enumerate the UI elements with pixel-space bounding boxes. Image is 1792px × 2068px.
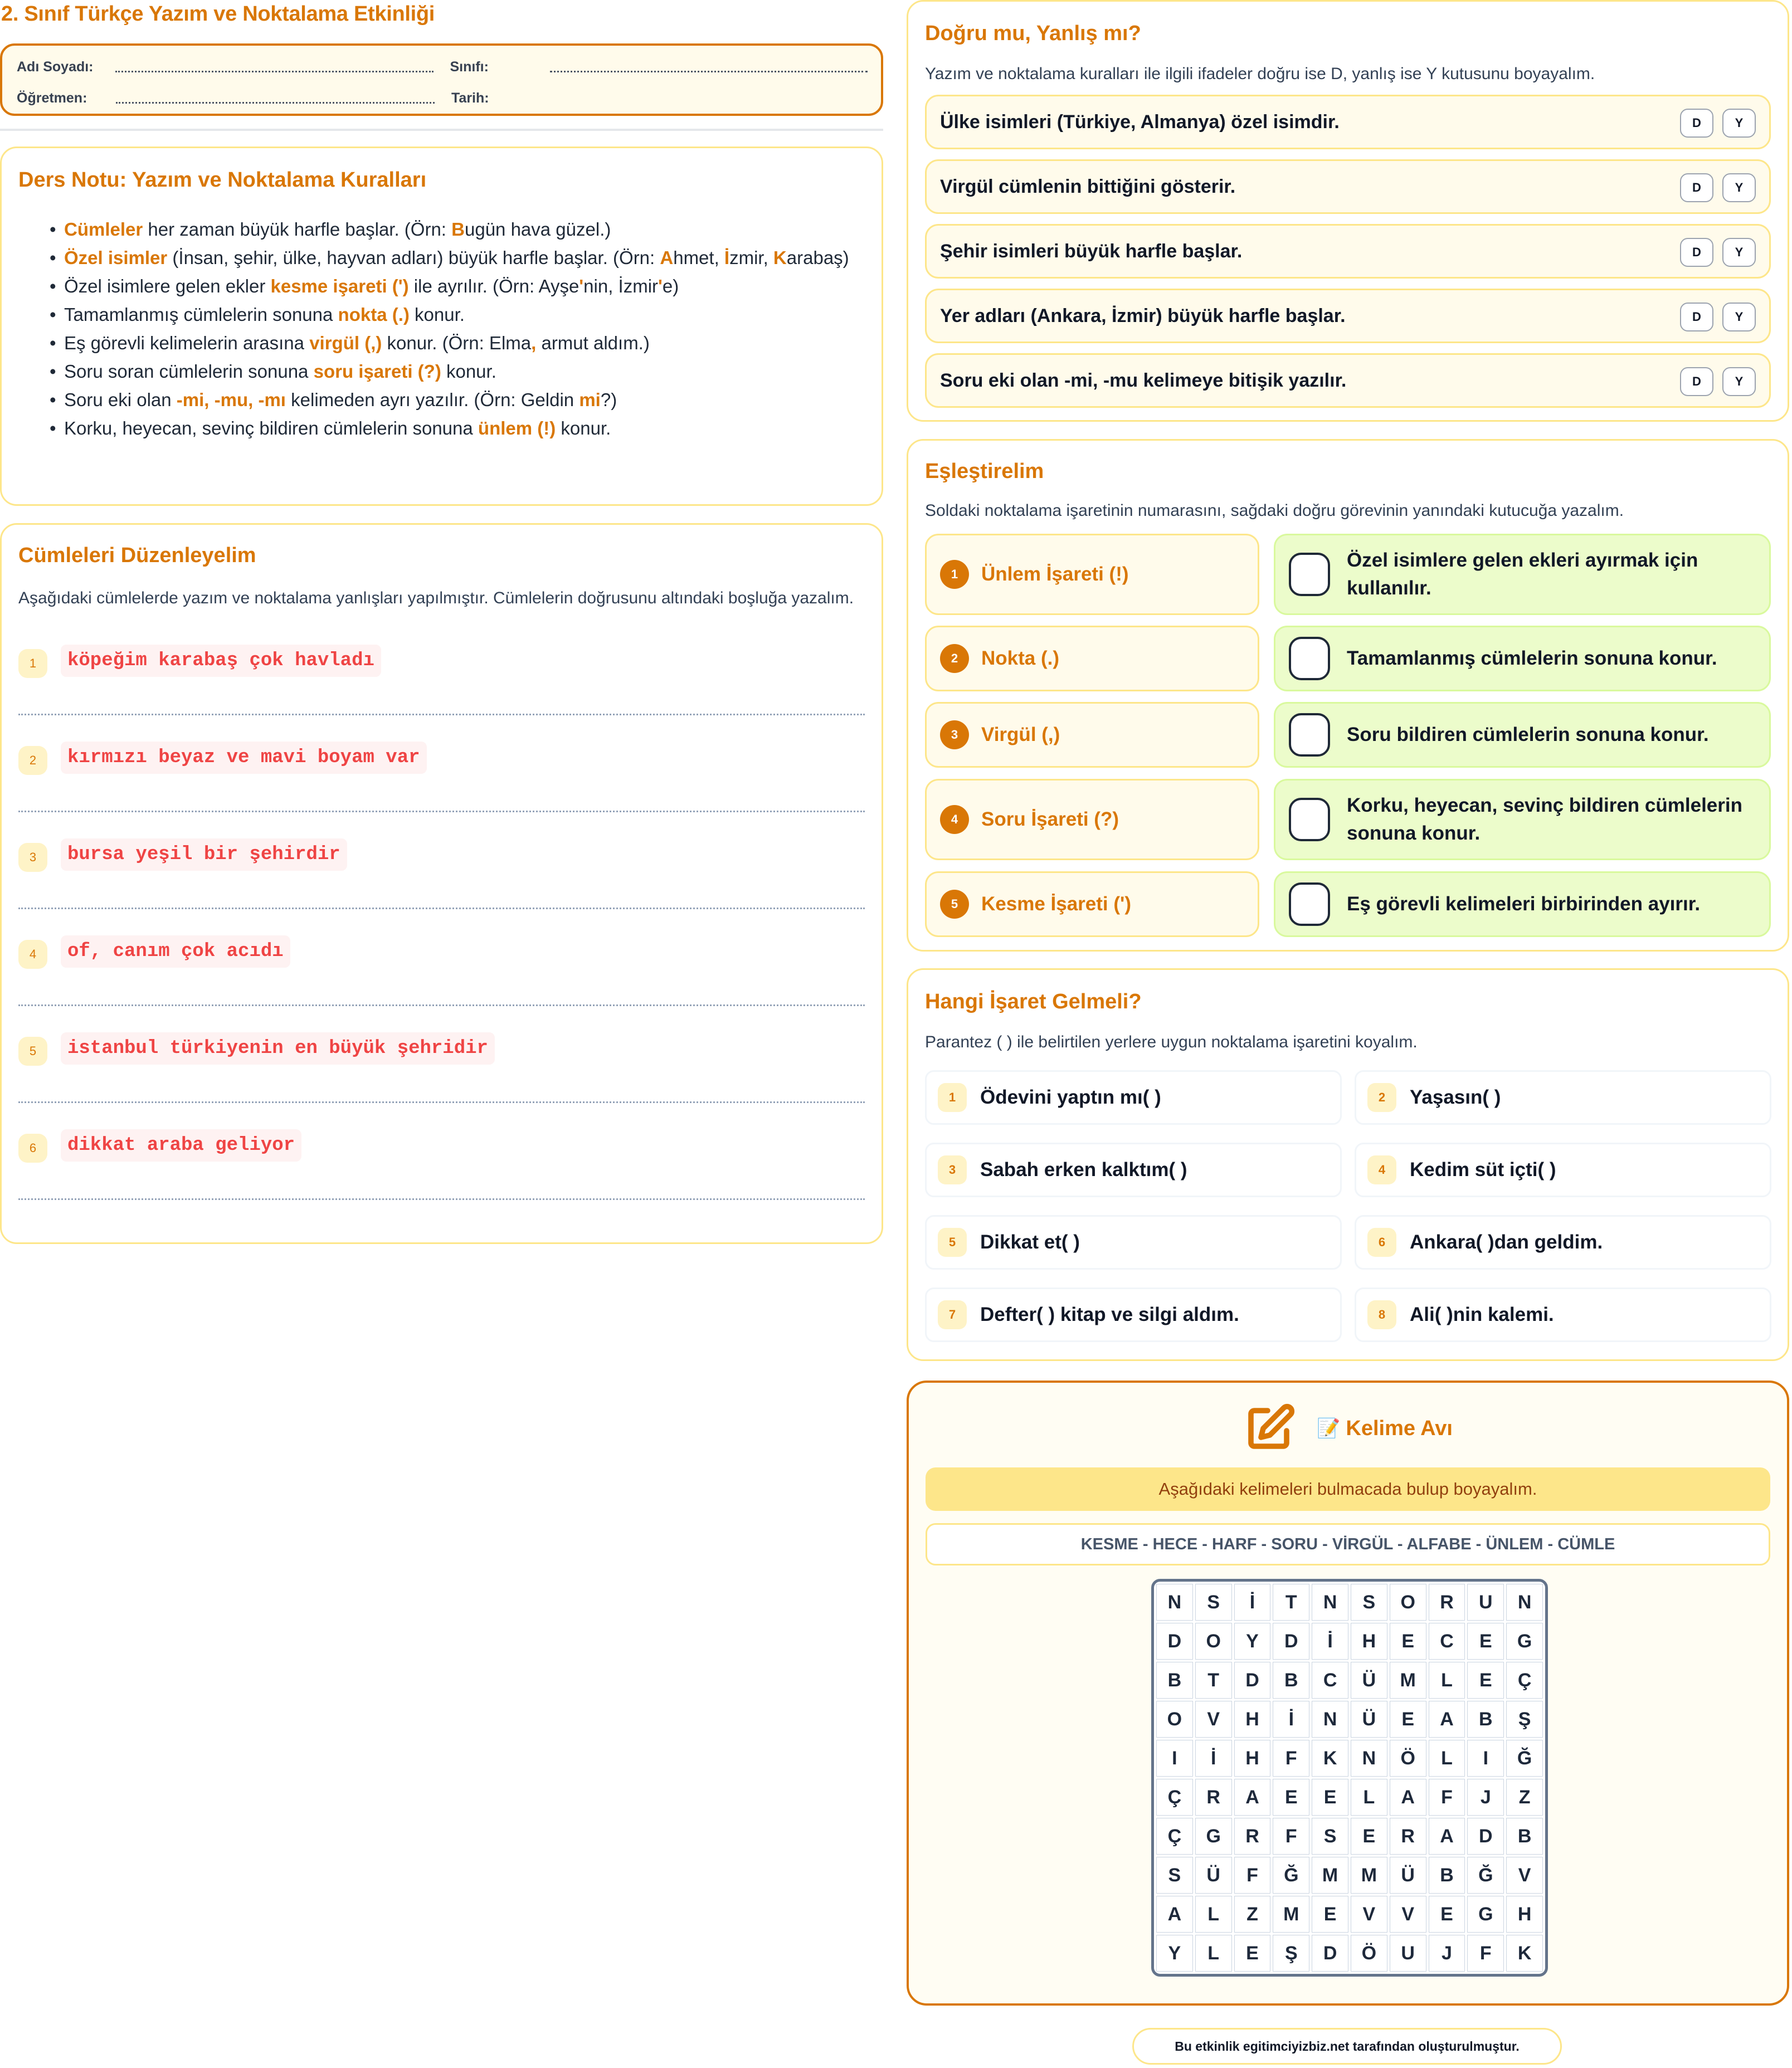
name-label: Adı Soyadı: [17, 58, 94, 75]
mark-label: Ünlem İşareti (!) [981, 563, 1129, 585]
answer-line[interactable] [18, 1101, 865, 1103]
memo-icon: 📝 [1317, 1418, 1341, 1439]
sentence-item [18, 645, 865, 711]
mark-label: Kesme İşareti (') [981, 893, 1131, 915]
true-false-item [925, 159, 1771, 214]
grid-cell[interactable]: M [1390, 1662, 1426, 1699]
rule-item [47, 215, 859, 243]
grid-cell[interactable]: Ü [1351, 1701, 1387, 1738]
answer-box[interactable] [1289, 882, 1330, 926]
true-false-item [925, 95, 1771, 149]
statement-text: Şehir isimleri büyük harfle başlar. [940, 240, 1243, 262]
fix-sentences-title: Cümleleri Düzenleyelim [18, 544, 256, 567]
grid-cell[interactable]: E [1312, 1896, 1348, 1933]
rule-highlight: Özel isimler [64, 247, 168, 268]
rule-highlight: ' [658, 276, 663, 296]
true-button[interactable]: D [1680, 109, 1713, 138]
item-text: Defter( ) kitap ve silgi aldım. [980, 1304, 1239, 1325]
fix-sentences-desc: Aşağıdaki cümlelerde yazım ve noktalama yanlışları yapılmıştır. Cümlelerin doğrusunu altındaki boşluğa yazalım. [18, 589, 854, 607]
rule-text: Soru soran cümlelerin sonuna [64, 361, 314, 382]
grid-cell[interactable]: B [1467, 1701, 1504, 1738]
grid-cell[interactable]: A [1390, 1779, 1426, 1816]
false-button[interactable]: Y [1722, 109, 1756, 138]
answer-line[interactable] [18, 1004, 865, 1006]
mark-function-item [1274, 871, 1771, 937]
grid-cell[interactable]: Y [1234, 1623, 1271, 1660]
rule-item [47, 329, 859, 357]
grid-cell[interactable]: E [1429, 1896, 1465, 1933]
rule-highlight: ' [579, 276, 584, 296]
rule-text: Özel isimlere gelen ekler [64, 276, 271, 296]
wrong-sentence: kırmızı beyaz ve mavi boyam var [61, 742, 427, 774]
grid-cell[interactable]: G [1195, 1818, 1232, 1855]
item-text: Dikkat et( ) [980, 1231, 1080, 1253]
item-number: 2 [1367, 1083, 1396, 1112]
grid-cell[interactable]: N [1312, 1701, 1348, 1738]
word-hunt-instruction: Aşağıdaki kelimeleri bulmacada bulup boyayalım. [926, 1467, 1770, 1511]
grid-cell[interactable]: E [1273, 1779, 1309, 1816]
item-number: 7 [938, 1300, 967, 1329]
answer-line[interactable] [18, 1198, 865, 1200]
word-hunt-word-list: KESME - HECE - HARF - SORU - VİRGÜL - ALFABE - ÜNLEM - CÜMLE [926, 1523, 1770, 1565]
grid-cell[interactable]: V [1195, 1701, 1232, 1738]
punctuation-mark-item [925, 534, 1259, 615]
sentence-number: 2 [18, 746, 47, 775]
wrong-sentence: bursa yeşil bir şehirdir [61, 838, 347, 871]
grid-cell[interactable]: J [1429, 1935, 1465, 1972]
grid-cell[interactable]: F [1467, 1935, 1504, 1972]
false-button[interactable]: Y [1722, 303, 1756, 331]
mark-number: 3 [940, 720, 969, 749]
true-false-buttons [1680, 109, 1756, 138]
mark-number: 1 [940, 560, 969, 589]
statement-text: Yer adları (Ankara, İzmir) büyük harfle başlar. [940, 305, 1346, 326]
grid-cell[interactable]: H [1506, 1896, 1543, 1933]
rule-highlight: K [773, 247, 787, 268]
grid-cell[interactable]: M [1273, 1896, 1309, 1933]
statement-text: Soru eki olan -mi, -mu kelimeye bitişik yazılır. [940, 369, 1347, 391]
item-text: Ödevini yaptın mı( ) [980, 1086, 1161, 1108]
rule-item [47, 414, 859, 442]
lesson-notes-card [0, 147, 883, 506]
word-hunt-card [907, 1381, 1789, 2006]
rule-highlight: nokta (.) [338, 304, 410, 325]
grid-cell[interactable]: M [1312, 1857, 1348, 1894]
grid-cell[interactable]: F [1273, 1740, 1309, 1777]
sentence-item [18, 838, 865, 905]
mark-label: Soru İşareti (?) [981, 808, 1119, 830]
grid-cell[interactable]: T [1195, 1662, 1232, 1699]
true-false-buttons [1680, 238, 1756, 267]
rule-text: ile ayrılır. (Örn: Ayşe [408, 276, 580, 296]
punctuation-mark-item [925, 626, 1259, 691]
grid-cell[interactable]: İ [1195, 1740, 1232, 1777]
grid-cell[interactable]: V [1390, 1896, 1426, 1933]
grid-cell[interactable]: D [1273, 1623, 1309, 1660]
grid-cell[interactable]: K [1312, 1740, 1348, 1777]
grid-cell[interactable]: R [1195, 1779, 1232, 1816]
wrong-sentence: dikkat araba geliyor [61, 1129, 301, 1162]
grid-cell[interactable]: İ [1234, 1584, 1271, 1621]
sentence-item [18, 1032, 865, 1099]
grid-cell[interactable]: L [1195, 1896, 1232, 1933]
mark-label: Virgül (,) [981, 724, 1060, 745]
rule-item [47, 272, 859, 300]
header-divider [0, 129, 883, 131]
which-mark-card [907, 968, 1789, 1361]
grid-cell[interactable]: E [1234, 1935, 1271, 1972]
answer-box[interactable] [1289, 798, 1330, 841]
true-false-buttons [1680, 173, 1756, 202]
sentence-number: 3 [18, 843, 47, 872]
mark-number: 5 [940, 890, 969, 919]
grid-cell[interactable]: Ö [1351, 1935, 1387, 1972]
date-label: Tarih: [451, 90, 489, 106]
rule-text: konur. (Örn: Elma [382, 333, 532, 353]
rule-highlight: soru işareti (?) [313, 361, 441, 382]
rule-text: Tamamlanmış cümlelerin sonuna [64, 304, 338, 325]
punctuation-item[interactable] [1355, 1215, 1771, 1270]
true-false-desc: Yazım ve noktalama kuralları ile ilgili ifadeler doğru ise D, yanlış ise Y kutusunu boyayalım. [925, 65, 1595, 83]
student-info-row-1 [17, 56, 868, 78]
grid-cell[interactable]: M [1351, 1857, 1387, 1894]
item-number: 5 [938, 1228, 967, 1257]
grid-cell[interactable]: G [1467, 1896, 1504, 1933]
mark-function-item [1274, 779, 1771, 860]
teacher-label: Öğretmen: [17, 90, 87, 106]
grid-cell[interactable]: D [1467, 1818, 1504, 1855]
rule-highlight: virgül (,) [309, 333, 382, 353]
sentence-number: 6 [18, 1134, 47, 1163]
grid-cell[interactable]: U [1390, 1935, 1426, 1972]
grid-cell[interactable]: L [1429, 1740, 1465, 1777]
grid-cell[interactable]: O [1156, 1701, 1193, 1738]
grid-cell[interactable]: İ [1312, 1623, 1348, 1660]
grid-cell[interactable]: F [1273, 1818, 1309, 1855]
item-text: Sabah erken kalktım( ) [980, 1159, 1187, 1181]
punctuation-item[interactable] [925, 1070, 1342, 1125]
rule-text: konur. [441, 361, 496, 382]
rule-highlight: mi [579, 389, 601, 410]
matching-card [907, 439, 1789, 952]
answer-line[interactable] [18, 714, 865, 715]
name-field[interactable] [115, 71, 433, 72]
grid-cell[interactable]: E [1467, 1662, 1504, 1699]
page-title: 2. Sınıf Türkçe Yazım ve Noktalama Etkinliği [1, 2, 435, 26]
grid-cell[interactable]: B [1506, 1818, 1543, 1855]
rule-highlight: -mi, -mu, -mı [176, 389, 286, 410]
grid-cell[interactable]: D [1234, 1662, 1271, 1699]
grid-cell[interactable]: C [1429, 1623, 1465, 1660]
wrong-sentence: of, canım çok acıdı [61, 935, 290, 968]
grid-cell[interactable]: Z [1506, 1779, 1543, 1816]
grid-cell[interactable]: R [1234, 1818, 1271, 1855]
grid-cell[interactable]: Ö [1390, 1740, 1426, 1777]
grid-cell[interactable]: E [1390, 1701, 1426, 1738]
item-number: 4 [1367, 1155, 1396, 1184]
rule-highlight: A [660, 247, 674, 268]
item-text: Ali( )nin kalemi. [1410, 1304, 1554, 1325]
grid-cell[interactable]: S [1195, 1584, 1232, 1621]
rule-text: kelimeden ayrı yazılır. (Örn: Geldin [285, 389, 580, 410]
class-label: Sınıfı: [450, 58, 489, 75]
rule-highlight: İ [724, 247, 730, 268]
false-button[interactable]: Y [1722, 173, 1756, 202]
punctuation-mark-item [925, 702, 1259, 768]
fix-sentences-card [0, 523, 883, 1244]
grid-cell[interactable]: I [1156, 1740, 1193, 1777]
punctuation-item[interactable] [1355, 1070, 1771, 1125]
sentence-number: 5 [18, 1037, 47, 1066]
answer-line[interactable] [18, 908, 865, 909]
grid-cell[interactable]: Ü [1195, 1857, 1232, 1894]
grid-cell[interactable]: T [1273, 1584, 1309, 1621]
which-mark-title: Hangi İşaret Gelmeli? [925, 990, 1142, 1013]
item-number: 8 [1367, 1300, 1396, 1329]
mark-function-item [1274, 702, 1771, 768]
grid-cell[interactable]: Ç [1156, 1779, 1193, 1816]
grid-cell[interactable]: Ğ [1506, 1740, 1543, 1777]
lesson-notes-title: Ders Notu: Yazım ve Noktalama Kuralları [18, 168, 427, 192]
matching-desc: Soldaki noktalama işaretinin numarasını, sağdaki doğru görevinin yanındaki kutucuğa yazalım. [925, 501, 1624, 520]
item-number: 6 [1367, 1228, 1396, 1257]
grid-cell[interactable]: Ü [1351, 1662, 1387, 1699]
true-false-item [925, 224, 1771, 279]
sentence-number: 1 [18, 649, 47, 678]
grid-cell[interactable]: A [1429, 1818, 1465, 1855]
rule-text: konur. [409, 304, 465, 325]
item-text: Ankara( )dan geldim. [1410, 1231, 1603, 1253]
statement-text: Ülke isimleri (Türkiye, Almanya) özel isimdir. [940, 111, 1340, 133]
function-text: Korku, heyecan, sevinç bildiren cümlelerin sonuna konur. [1347, 794, 1742, 844]
grid-cell[interactable]: B [1273, 1662, 1309, 1699]
wrong-sentence: köpeğim karabaş çok havladı [61, 645, 381, 677]
grid-cell[interactable]: S [1351, 1584, 1387, 1621]
grid-cell[interactable]: H [1234, 1701, 1271, 1738]
grid-cell[interactable]: F [1429, 1779, 1465, 1816]
punctuation-item[interactable] [925, 1143, 1342, 1197]
rules-list [47, 215, 859, 442]
grid-cell[interactable]: R [1429, 1584, 1465, 1621]
sentence-number: 4 [18, 940, 47, 969]
true-button[interactable]: D [1680, 367, 1713, 396]
punctuation-item[interactable] [925, 1215, 1342, 1270]
grid-cell[interactable]: S [1156, 1857, 1193, 1894]
grid-cell[interactable]: F [1234, 1857, 1271, 1894]
grid-cell[interactable]: Ğ [1273, 1857, 1309, 1894]
rule-text: ugün hava güzel.) [465, 219, 611, 240]
item-number: 3 [938, 1155, 967, 1184]
item-text: Yaşasın( ) [1410, 1086, 1501, 1108]
answer-box[interactable] [1289, 553, 1330, 596]
mark-number: 4 [940, 805, 969, 834]
rule-text: zmir, [729, 247, 773, 268]
mark-function-item [1274, 534, 1771, 615]
grid-cell[interactable]: D [1156, 1623, 1193, 1660]
rule-text: nin, İzmir [583, 276, 659, 296]
grid-cell[interactable]: U [1467, 1584, 1504, 1621]
grid-cell[interactable]: C [1312, 1662, 1348, 1699]
rule-highlight: ünlem (!) [478, 418, 556, 438]
grid-cell[interactable]: Z [1234, 1896, 1271, 1933]
grid-cell[interactable]: Ç [1506, 1662, 1543, 1699]
rule-text: konur. [556, 418, 611, 438]
matching-title: Eşleştirelim [925, 460, 1044, 483]
sentence-item [18, 935, 865, 1002]
true-false-item [925, 289, 1771, 343]
footer-credit: Bu etkinlik egitimciyizbiz.net tarafından oluşturulmuştur. [1132, 2028, 1562, 2065]
grid-cell[interactable]: L [1195, 1935, 1232, 1972]
rule-text: (İnsan, şehir, ülke, hayvan adları) büyük harfle başlar. (Örn: [167, 247, 660, 268]
answer-box[interactable] [1289, 713, 1330, 757]
grid-cell[interactable]: Ş [1506, 1701, 1543, 1738]
class-field[interactable] [550, 71, 868, 72]
grid-cell[interactable]: H [1234, 1740, 1271, 1777]
grid-cell[interactable]: Ğ [1467, 1857, 1504, 1894]
rule-item [47, 357, 859, 386]
grid-cell[interactable]: Ç [1156, 1818, 1193, 1855]
false-button[interactable]: Y [1722, 238, 1756, 267]
grid-cell[interactable]: N [1506, 1584, 1543, 1621]
grid-cell[interactable]: B [1429, 1857, 1465, 1894]
edit-icon [1243, 1402, 1297, 1455]
grid-cell[interactable]: S [1312, 1818, 1348, 1855]
grid-cell[interactable]: N [1156, 1584, 1193, 1621]
grid-cell[interactable]: V [1506, 1857, 1543, 1894]
rule-item [47, 243, 859, 272]
grid-cell[interactable]: O [1390, 1584, 1426, 1621]
answer-line[interactable] [18, 811, 865, 812]
grid-cell[interactable]: H [1351, 1623, 1387, 1660]
sentence-item [18, 742, 865, 808]
grid-cell[interactable]: R [1390, 1818, 1426, 1855]
rule-text: Eş görevli kelimelerin arasına [64, 333, 310, 353]
word-hunt-header [909, 1402, 1787, 1455]
rule-text: ?) [600, 389, 617, 410]
grid-cell[interactable]: L [1429, 1662, 1465, 1699]
grid-cell[interactable]: N [1351, 1740, 1387, 1777]
item-text: Kedim süt içti( ) [1410, 1159, 1556, 1181]
grid-cell[interactable]: E [1467, 1623, 1504, 1660]
punctuation-item[interactable] [1355, 1287, 1771, 1342]
rule-text: arabaş) [786, 247, 849, 268]
rule-highlight: , [531, 333, 537, 353]
wrong-sentence: istanbul türkiyenin en büyük şehridir [61, 1032, 495, 1065]
rule-text: hmet, [673, 247, 724, 268]
grid-cell[interactable]: İ [1273, 1701, 1309, 1738]
rule-highlight: kesme işareti (') [270, 276, 409, 296]
rule-highlight: Cümleler [64, 219, 143, 240]
grid-cell[interactable]: A [1429, 1701, 1465, 1738]
rule-text: Korku, heyecan, sevinç bildiren cümlelerin sonuna [64, 418, 478, 438]
mark-function-item [1274, 626, 1771, 691]
true-false-title: Doğru mu, Yanlış mı? [925, 22, 1141, 45]
teacher-field[interactable] [116, 102, 435, 104]
grid-cell[interactable]: A [1156, 1896, 1193, 1933]
grid-cell[interactable]: L [1351, 1779, 1387, 1816]
grid-cell[interactable]: V [1351, 1896, 1387, 1933]
true-false-buttons [1680, 367, 1756, 396]
grid-cell[interactable]: O [1195, 1623, 1232, 1660]
false-button[interactable]: Y [1722, 367, 1756, 396]
rule-highlight: B [451, 219, 465, 240]
grid-cell[interactable]: J [1467, 1779, 1504, 1816]
rule-text: armut aldım.) [536, 333, 650, 353]
true-false-buttons [1680, 303, 1756, 331]
grid-cell[interactable]: Ü [1390, 1857, 1426, 1894]
student-info-row-2 [17, 87, 868, 109]
punctuation-item[interactable] [1355, 1143, 1771, 1197]
word-hunt-title: Kelime Avı [1346, 1416, 1453, 1440]
rule-text: Soru eki olan [64, 389, 177, 410]
function-text: Özel isimlere gelen ekleri ayırmak için kullanılır. [1347, 549, 1698, 599]
rule-text: e) [662, 276, 679, 296]
grid-cell[interactable]: K [1506, 1935, 1543, 1972]
grid-cell[interactable]: A [1234, 1779, 1271, 1816]
function-text: Soru bildiren cümlelerin sonuna konur. [1347, 724, 1709, 745]
punctuation-mark-item [925, 779, 1259, 860]
rule-item [47, 386, 859, 414]
grid-cell[interactable]: E [1390, 1623, 1426, 1660]
statement-text: Virgül cümlenin bittiğini gösterir. [940, 175, 1236, 197]
mark-label: Nokta (.) [981, 647, 1059, 669]
grid-cell[interactable]: D [1312, 1935, 1348, 1972]
grid-cell[interactable]: Ş [1273, 1935, 1309, 1972]
grid-cell[interactable]: Y [1156, 1935, 1193, 1972]
function-text: Tamamlanmış cümlelerin sonuna konur. [1347, 647, 1717, 669]
true-button[interactable]: D [1680, 173, 1713, 202]
sentence-item [18, 1129, 865, 1196]
grid-cell[interactable]: E [1351, 1818, 1387, 1855]
answer-box[interactable] [1289, 637, 1330, 680]
item-number: 1 [938, 1083, 967, 1112]
grid-cell[interactable]: N [1312, 1584, 1348, 1621]
which-mark-desc: Parantez ( ) ile belirtilen yerlere uygun noktalama işaretini koyalım. [925, 1033, 1418, 1051]
rule-item [47, 300, 859, 329]
student-info-box [0, 43, 883, 116]
grid-cell[interactable]: E [1312, 1779, 1348, 1816]
rule-text: her zaman büyük harfle başlar. (Örn: [143, 219, 452, 240]
true-false-card [907, 0, 1789, 422]
grid-cell[interactable]: B [1156, 1662, 1193, 1699]
true-button[interactable]: D [1680, 238, 1713, 267]
grid-cell[interactable]: G [1506, 1623, 1543, 1660]
word-search-grid [1151, 1579, 1548, 1977]
mark-number: 2 [940, 644, 969, 673]
punctuation-mark-item [925, 871, 1259, 937]
true-false-item [925, 353, 1771, 408]
grid-cell[interactable]: I [1467, 1740, 1504, 1777]
punctuation-item[interactable] [925, 1287, 1342, 1342]
true-button[interactable]: D [1680, 303, 1713, 331]
function-text: Eş görevli kelimeleri birbirinden ayırır. [1347, 893, 1701, 915]
